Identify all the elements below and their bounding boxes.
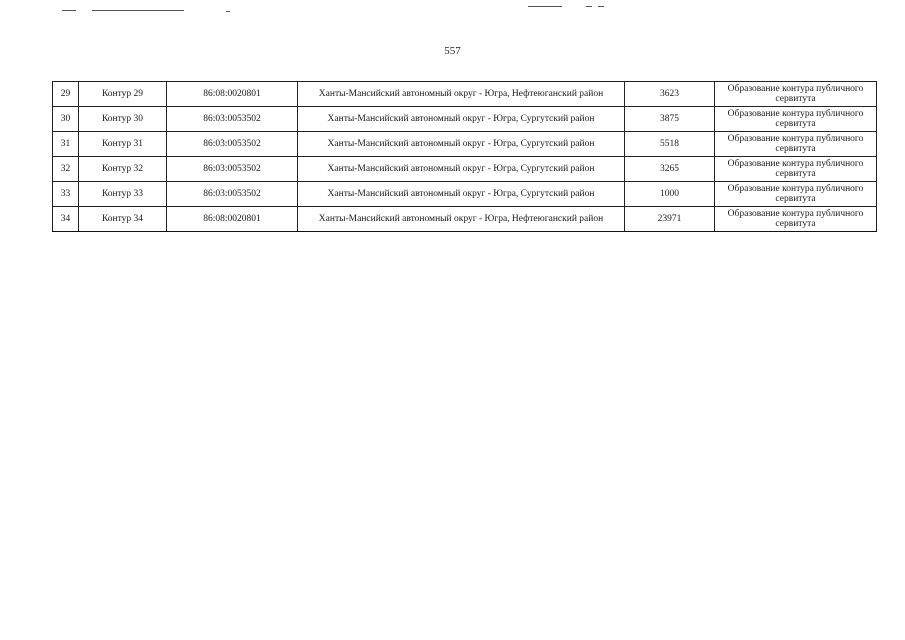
purpose: Образование контура публичного сервитута (715, 82, 877, 107)
contour-name: Контур 30 (79, 107, 167, 132)
contour-name: Контур 34 (79, 207, 167, 232)
contour-name: Контур 32 (79, 157, 167, 182)
area: 1000 (625, 182, 715, 207)
purpose: Образование контура публичного сервитута (715, 132, 877, 157)
cadastral-number: 86:08:0020801 (167, 82, 298, 107)
purpose: Образование контура публичного сервитута (715, 157, 877, 182)
row-number: 29 (53, 82, 79, 107)
row-number: 33 (53, 182, 79, 207)
contour-name: Контур 29 (79, 82, 167, 107)
cadastral-number: 86:03:0053502 (167, 182, 298, 207)
location: Ханты-Мансийский автономный округ - Югра, Сургутский район (298, 107, 625, 132)
contour-name: Контур 31 (79, 132, 167, 157)
area: 23971 (625, 207, 715, 232)
area: 3875 (625, 107, 715, 132)
table-row (53, 132, 877, 157)
table-row (53, 207, 877, 232)
row-number: 32 (53, 157, 79, 182)
table-row (53, 182, 877, 207)
location: Ханты-Мансийский автономный округ - Югра, Нефтеюганский район (298, 207, 625, 232)
contour-name: Контур 33 (79, 182, 167, 207)
page-number: 557 (444, 45, 461, 57)
cadastral-number: 86:03:0053502 (167, 132, 298, 157)
location: Ханты-Мансийский автономный округ - Югра, Нефтеюганский район (298, 82, 625, 107)
table-row (53, 107, 877, 132)
purpose: Образование контура публичного сервитута (715, 107, 877, 132)
area: 3265 (625, 157, 715, 182)
location: Ханты-Мансийский автономный округ - Югра, Сургутский район (298, 157, 625, 182)
row-number: 34 (53, 207, 79, 232)
cadastral-number: 86:08:0020801 (167, 207, 298, 232)
row-number: 30 (53, 107, 79, 132)
row-number: 31 (53, 132, 79, 157)
table-row (53, 82, 877, 107)
purpose: Образование контура публичного сервитута (715, 182, 877, 207)
cadastral-number: 86:03:0053502 (167, 157, 298, 182)
table-row (53, 157, 877, 182)
area: 3623 (625, 82, 715, 107)
location: Ханты-Мансийский автономный округ - Югра, Сургутский район (298, 182, 625, 207)
purpose: Образование контура публичного сервитута (715, 207, 877, 232)
cadastral-number: 86:03:0053502 (167, 107, 298, 132)
servitude-contours-table (52, 81, 877, 232)
location: Ханты-Мансийский автономный округ - Югра, Сургутский район (298, 132, 625, 157)
area: 5518 (625, 132, 715, 157)
